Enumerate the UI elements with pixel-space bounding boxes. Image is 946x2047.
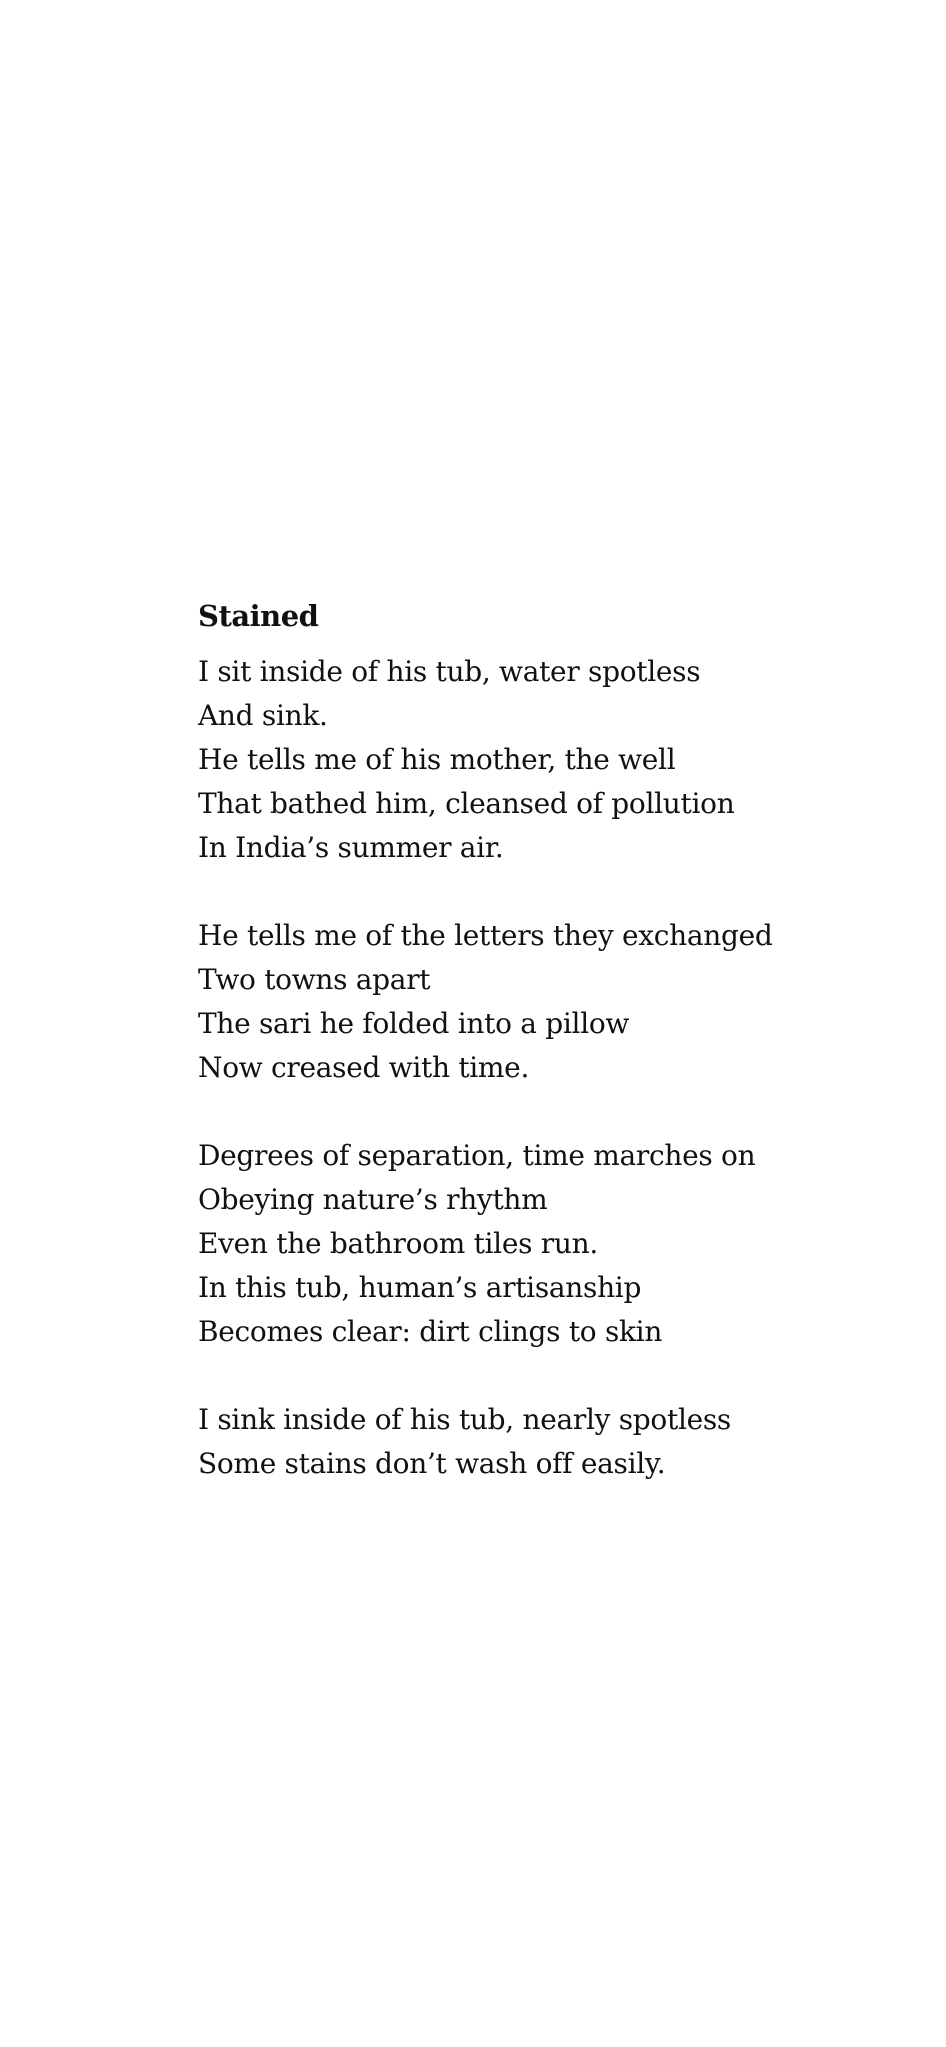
stanza-3: [198, 1134, 898, 1354]
poem-line: In India’s summer air.: [198, 831, 504, 864]
poem-line: Degrees of separation, time marches on: [198, 1139, 756, 1172]
poem-line: He tells me of the letters they exchanged: [198, 919, 773, 952]
poem-line: Now creased with time.: [198, 1051, 530, 1084]
poem-line: Becomes clear: dirt clings to skin: [198, 1315, 663, 1348]
poem-line: That bathed him, cleansed of pollution: [198, 787, 735, 820]
poem-line: He tells me of his mother, the well: [198, 743, 676, 776]
poem-title: Stained: [198, 599, 319, 633]
poem-line: And sink.: [198, 699, 328, 732]
poem-line: Two towns apart: [198, 963, 431, 996]
poem: [198, 596, 898, 1530]
poem-line: The sari he folded into a pillow: [198, 1007, 630, 1040]
stanza-2: [198, 914, 898, 1090]
poem-line: I sit inside of his tub, water spotless: [198, 655, 701, 688]
poem-line: I sink inside of his tub, nearly spotless: [198, 1403, 732, 1436]
poem-line: In this tub, human’s artisanship: [198, 1271, 642, 1304]
poem-line: Even the bathroom tiles run.: [198, 1227, 598, 1260]
stanza-1: [198, 650, 898, 870]
stanza-4: [198, 1398, 898, 1486]
poem-line: Some stains don’t wash off easily.: [198, 1447, 666, 1480]
poem-line: Obeying nature’s rhythm: [198, 1183, 548, 1216]
